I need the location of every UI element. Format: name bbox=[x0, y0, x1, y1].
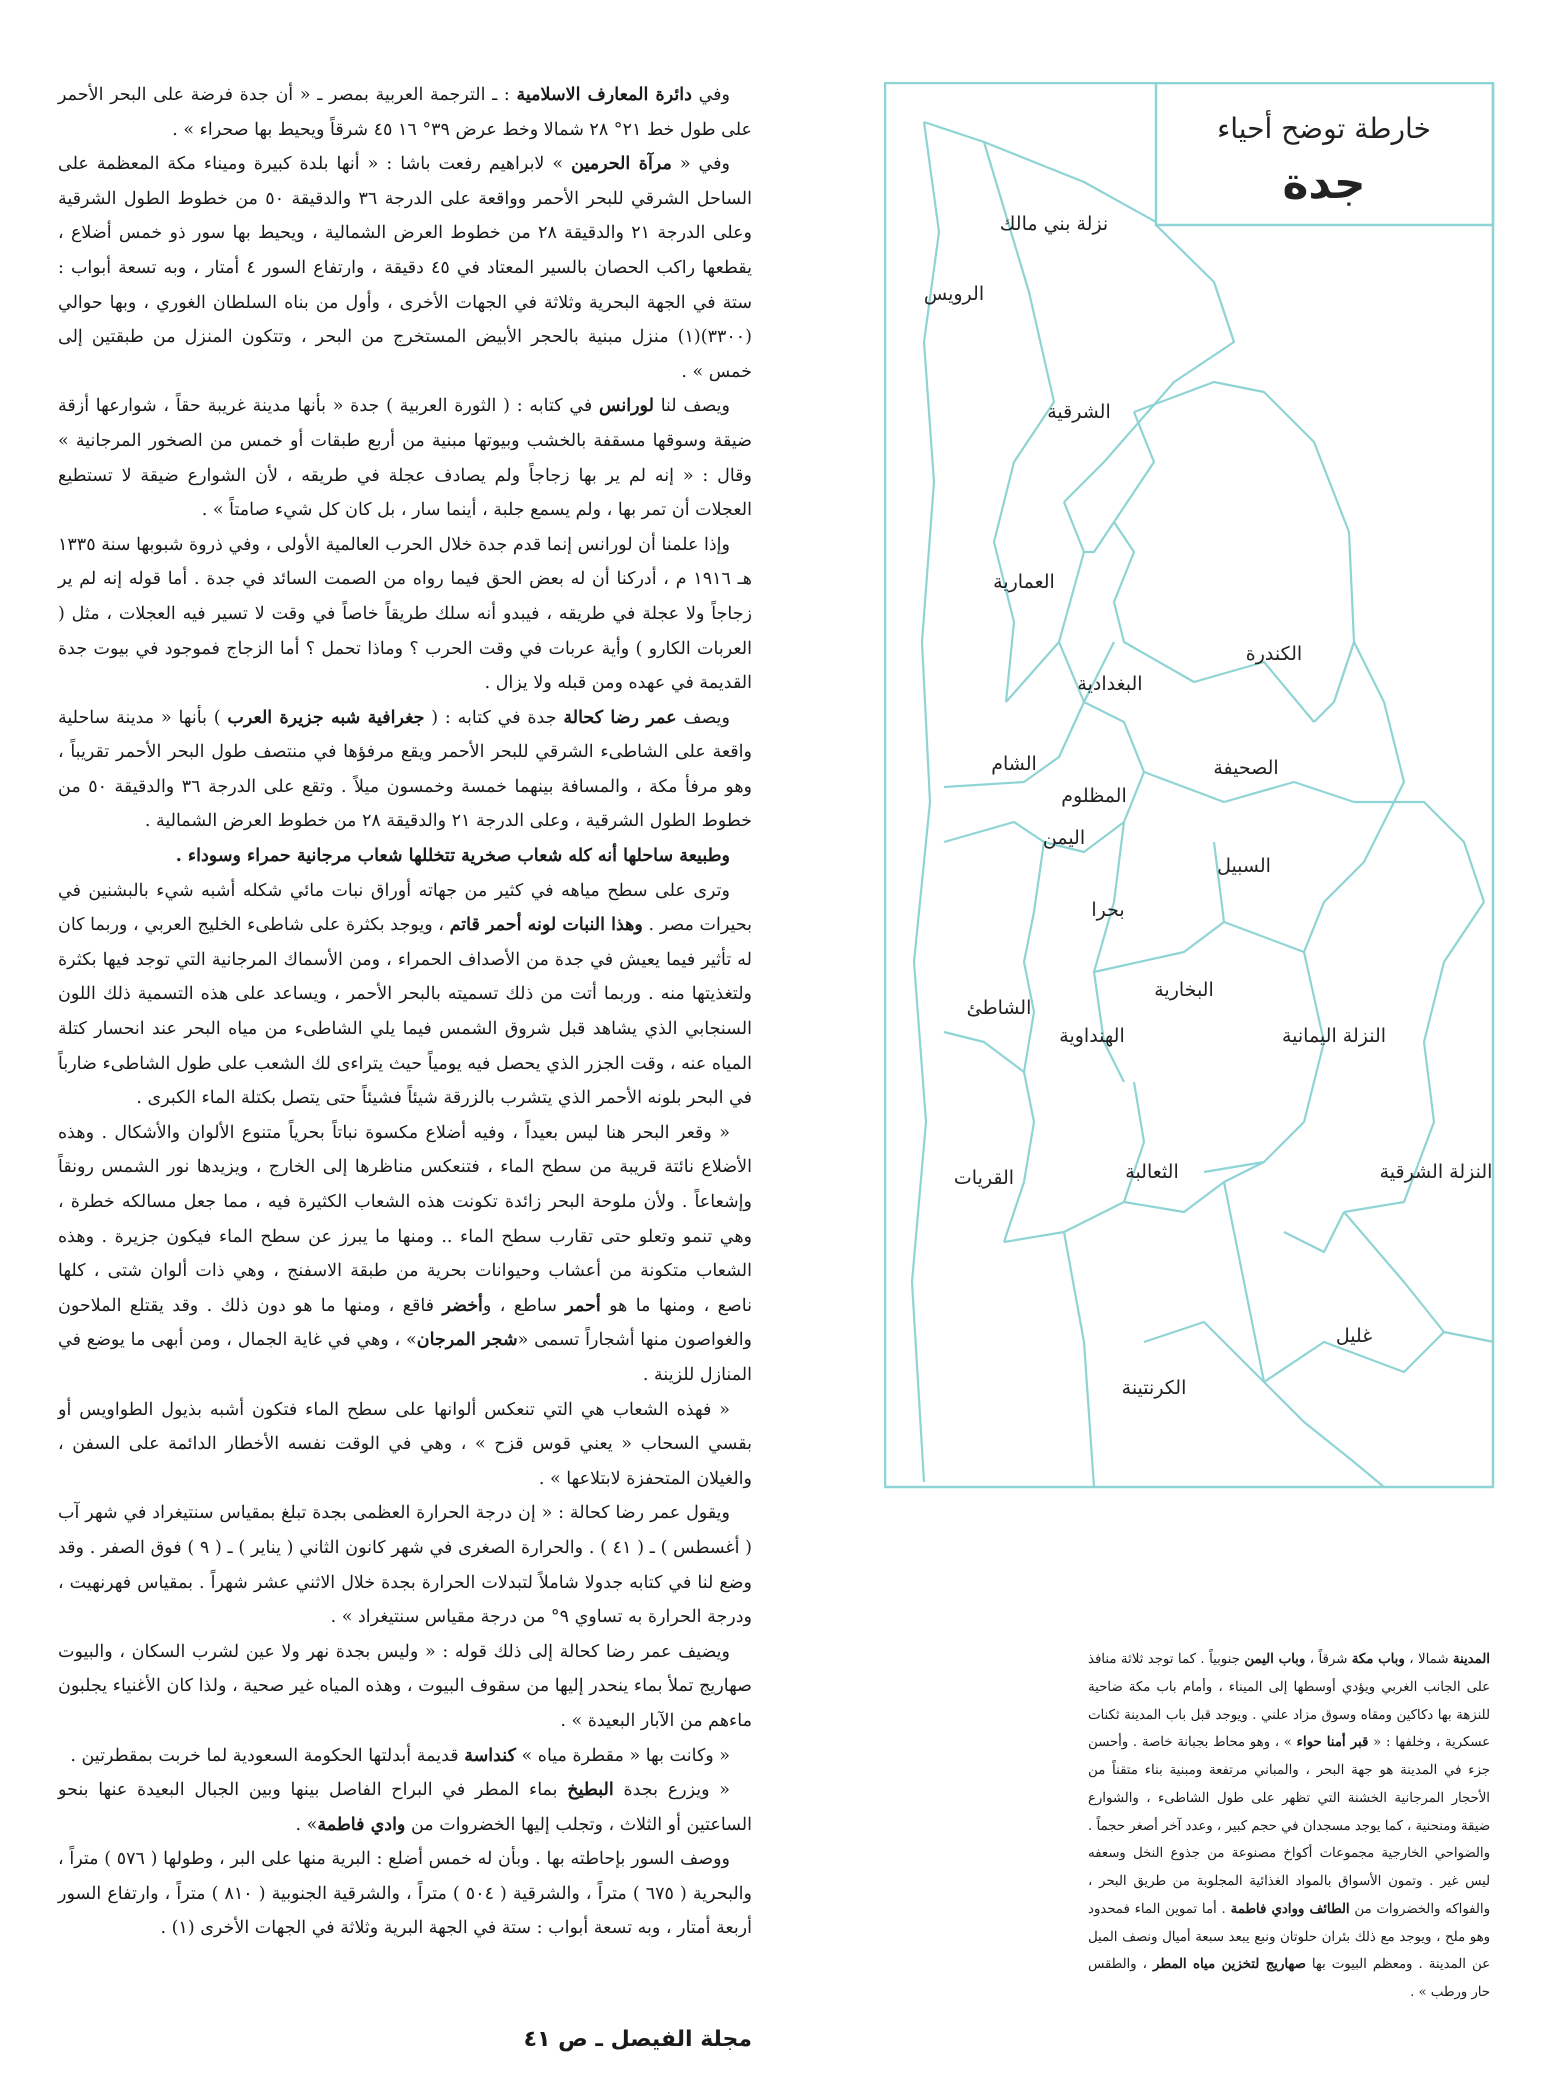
district-labels bbox=[924, 213, 1493, 1399]
district-label: الشرقية bbox=[1047, 401, 1111, 423]
paragraph: « فهذه الشعاب هي التي تنعكس ألوانها على سطح الماء فتكون أشبه بذيول الطواويس أو بقسي السحاب « يعني قوس قزح » ، وهي في الوقت نفسه الأخطار الدائمة على السفن ، والغيلان المتحفزة لابتلاعها » . bbox=[58, 1399, 752, 1489]
district-label: الهنداوية bbox=[1059, 1025, 1125, 1047]
paragraph: ويقول عمر رضا كحالة : « إن درجة الحرارة العظمى بجدة تبلغ بمقياس سنتيغراد في شهر آب ( أغسطس ) ـ ( ٤١ ) . والحرارة الصغرى في شهر كانون الثاني ( يناير ) ـ ( ٩ ) فوق الصفر . وقد وضع لنا في كتابه جدولا شاملاً لتبدلات الحرارة بجدة خلال الاثني عشر شهراً . بمقياس فهرنهيت ، ودرجة الحرارة به تساوي ٩° من درجة مقياس سنتيغراد » . bbox=[58, 1503, 752, 1628]
district-label: غليل bbox=[1335, 1325, 1373, 1347]
district-label: العمارية bbox=[993, 571, 1055, 593]
paragraph: المدينة شمالا ، وباب مكة شرقاً ، وباب اليمن جنوبياً . كما توجد ثلاثة منافذ على الجانب الغربي ويؤدي أوسطها إلى الميناء ، وأمام باب مكة ضاحية للنزهة بها دكاكين ومقاه وسوق مزاد علني . ويوجد قبل باب المدينة ثكنات عسكرية ، وخلفها : « قبر أمنا حواء » ، وهو محاط بجبانة خاصة . وأحسن جزء في المدينة هو جهة البحر ، والمباني مرتفعة ومبنية بناء متقناً من الأحجار المرجانية الخشنة التي تظهر على طول الشاطىء ، والشوارع ضيقة ومنحنية ، كما يوجد مسجدان في حجم كبير ، وعدد آخر أصغر حجماً . والضواحي الخارجية مجموعات أكواخ مصنوعة من جذوع النخل وسعفه ليس غير . وتمون الأسواق بالمواد الغذائية المجلوبة من طريق البحر ، والفواكه والخضروات من الطائف ووادي فاطمة . أما تموين الماء فمحدود وهو ملح ، ويوجد مع ذلك بئران حلوتان ونبع يبعد سبعة أميال ونصف الميل عن المدينة . ومعظم البيوت بها صهاريج لتخزين مياه المطر ، والطقس حار ورطب » . bbox=[1088, 1652, 1491, 2000]
paragraph: وفي دائرة المعارف الاسلامية : ـ الترجمة العربية بمصر ـ « أن جدة فرضة على البحر الأحمر على طول خط ٢١° ٢٨ شمالا وخط عرض ٣٩° ١٦ ٤٥ شرقاً ويحيط بها صحراء » . bbox=[58, 85, 752, 140]
district-label: الرويس bbox=[923, 283, 985, 305]
district-boundaries bbox=[912, 122, 1494, 1487]
paragraph: وترى على سطح مياهه في كثير من جهاته أوراق نبات مائي شكله أشبه شيء بالبشنين في بحيرات مصر . وهذا النبات لونه أحمر قاتم ، ويوجد بكثرة على شاطىء الخليج العربي ، وربما كان له تأثير فيما يعيش في جدة من الأصداف الحمراء ، ومن الأسماك المرجانية التي توجد فيها بكثرة ولتغذيتها منه . وربما أتت من ذلك تسميته بالبحر الأحمر ، ويساعد على هذه التسمية ذلك اللون السنجابي الذي يشاهد قبل شروق الشمس فيما يلي الشاطىء من مياه البحر عند انحسار كتلة المياه عنه ، وقت الجزر الذي يحصل فيه يومياً حيث يتراءى لك الشعب على طول الشاطىء ضارباً في البحر بلونه الأحمر الذي يتشرب بالزرقة شيئاً فشيئاً حتى يتصل بكتلة الماء الكبرى . bbox=[58, 880, 752, 1109]
district-label: الثعالبة bbox=[1125, 1161, 1179, 1183]
district-label: البغدادية bbox=[1077, 673, 1143, 695]
paragraph: « وقعر البحر هنا ليس بعيداً ، وفيه أضلاع مكسوة نباتاً بحرياً متنوع الألوان والأشكال . وهذه الأضلاع نائتة قريبة من سطح الماء ، فتنعكس مناظرها إلى الخارج ، ويزيدها نور الشمس رونقاً وإشعاعاً . ولأن ملوحة البحر زائدة تكونت هذه الشعاب الكثيرة فيه ، مما جعل مسالكه خطرة ، وهي تنمو وتعلو حتى تقارب سطح الماء .. ومنها ما يبرز عن سطح الماء فيكون جزيرة . وهذه الشعاب متكونة من أعشاب وحيوانات بحرية من طبقة الاسفنج ، وهي ذات ألوان شتى ، كلها ناصع ، ومنها ما هو أحمر ساطع ، وأخضر فاقع ، ومنها ما هو دون ذلك . وقد يقتلع الملاحون والغواصون منها أشجاراً تسمى «شجر المرجان» ، وهي في غاية الجمال ، ومن أبهى ما يوضع في المنازل للزينة . bbox=[58, 1122, 753, 1385]
paragraph: ويصف عمر رضا كحالة جدة في كتابه : ( جغرافية شبه جزيرة العرب ) بأنها « مدينة ساحلية واقعة على الشاطىء الشرقي للبحر الأحمر ويقع مرفؤها في منتصف طول البحر الأحمر تقريباً ، وهو مرفأ مكة ، والمسافة بينهما خمسة وخمسون ميلاً . وتقع على الدرجة ٣٦ والدقيقة ٥٠ من خطوط الطول الشرقية ، وعلى الدرجة ٢١ والدقيقة ٢٨ من خطوط العرض الشمالية . bbox=[58, 707, 752, 832]
district-label: المظلوم bbox=[1061, 785, 1127, 807]
paragraph: وفي « مرآة الحرمين » لابراهيم رفعت باشا : « أنها بلدة كبيرة وميناء مكة المعظمة على الساحل الشرقي للبحر الأحمر وواقعة على الدرجة ٣٦ والدقيقة ٥٠ من خطوط الطول الشرقية وعلى الدرجة ٢١ والدقيقة ٢٨ من خطوط العرض الشمالية ، ويحيط بها سور ذو خمس أضلاع ، يقطعها راكب الحصان بالسير المعتاد في ٤٥ دقيقة ، وارتفاع السور ٤ أمتار ، وبه تسعة أبواب : ستة في الجهة البحرية وثلاثة في الجهات الأخرى ، وأول من بناه السلطان الغوري ، وبها حوالي (٣٣٠٠)(١) منزل مبنية بالحجر الأبيض المستخرج من البحر ، وتتكون المنزل من طبقتين إلى خمس » . bbox=[58, 154, 753, 382]
district-label: الشاطئ bbox=[966, 997, 1032, 1019]
district-label: الكندرة bbox=[1245, 643, 1303, 665]
page-footer: مجلة الفيصل ـ ص ٤١ bbox=[523, 2027, 752, 2052]
article-main-column bbox=[58, 78, 752, 1946]
district-label: البخارية bbox=[1154, 979, 1214, 1001]
paragraph: ويضيف عمر رضا كحالة إلى ذلك قوله : « وليس بجدة نهر ولا عين لشرب السكان ، والبيوت صهاريج تملأ بماء ينحدر إليها من سقوف البيوت ، وهذه المياه غير صحية ، ولذا كان الأغنياء يجلبون ماءهم من الآبار البعيدة » . bbox=[58, 1641, 752, 1731]
district-map bbox=[884, 82, 1496, 1490]
paragraph: وطبيعة ساحلها أنه كله شعاب صخرية تتخللها شعاب مرجانية حمراء وسوداء . bbox=[175, 846, 730, 867]
district-label: الكرنتينة bbox=[1121, 1377, 1187, 1399]
paragraph: ووصف السور بإحاطته بها . وبأن له خمس أضلع : البرية منها على البر ، وطولها ( ٥٧٦ ) متراً ، والبحرية ( ٦٧٥ ) متراً ، والشرقية ( ٥٠٤ ) متراً ، والشرقية الجنوبية ( ٨١٠ ) متراً ، وارتفاع السور أربعة أمتار ، وبه تسعة أبواب : ستة في الجهة البرية وثلاثة في الجهات الأخرى (١) . bbox=[58, 1849, 752, 1939]
paragraph: « ويزرع بجدة البطيخ بماء المطر في البراح الفاصل بينها وبين الجبال البعيدة عنها بنحو الساعتين أو الثلاث ، وتجلب إليها الخضروات من وادي فاطمة» . bbox=[58, 1780, 752, 1835]
map-drawing bbox=[884, 82, 1496, 1490]
map-title-line1: خارطة توضح أحياء bbox=[1217, 112, 1431, 145]
district-label: السبيل bbox=[1217, 855, 1271, 877]
district-label: الشام bbox=[991, 753, 1037, 775]
district-label: نزلة بني مالك bbox=[999, 213, 1109, 235]
paragraph: « وكانت بها « مقطرة مياه » كنداسة قديمة أبدلتها الحكومة السعودية لما خربت بمقطرتين . bbox=[70, 1745, 730, 1766]
paragraph: وإذا علمنا أن لورانس إنما قدم جدة خلال الحرب العالمية الأولى ، وفي ذروة شبوبها سنة ١٣٣٥ هـ ١٩١٦ م ، أدركنا أن له بعض الحق فيما رواه من الصمت السائد في جدة . أما قوله إنه لم ير زجاجاً ولا عجلة في طريقه ، فيبدو أنه سلك طريقاً خاصاً في وقت لا تسير فيه العجلات ، مثل ( العربات الكارو ) وأية عربات في وقت الحرب ؟ وماذا تحمل ؟ أما الزجاج فموجود في بيوت جدة القديمة في عهده ومن قبله ولا يزال . bbox=[58, 534, 753, 694]
map-title-line2: جدة bbox=[1282, 158, 1366, 209]
district-label: الصحيفة bbox=[1213, 757, 1279, 779]
paragraph: ويصف لنا لورانس في كتابه : ( الثورة العربية ) جدة « بأنها مدينة غريبة حقاً ، شوارعها أزقة ضيقة وسوقها مسقفة بالخشب وبيوتها مبنية من أربع طبقات أو خمس من الصخور المرجانية » وقال : « إنه لم ير بها زجاجاً ولم يصادف عجلة في طريقه ، لأن الشوارع ضيقة لا تستطيع العجلات أن تمر بها ، ولم يسمع جلبة ، أينما سار ، بل كان كل شيء صامتاً » . bbox=[58, 396, 752, 521]
district-label: القريات bbox=[953, 1167, 1015, 1189]
district-label: بحرا bbox=[1091, 899, 1125, 921]
district-label: اليمن bbox=[1042, 827, 1086, 849]
district-label: النزلة اليمانية bbox=[1281, 1025, 1387, 1047]
district-label: النزلة الشرقية bbox=[1379, 1161, 1493, 1183]
article-side-column bbox=[1088, 1646, 1490, 2007]
